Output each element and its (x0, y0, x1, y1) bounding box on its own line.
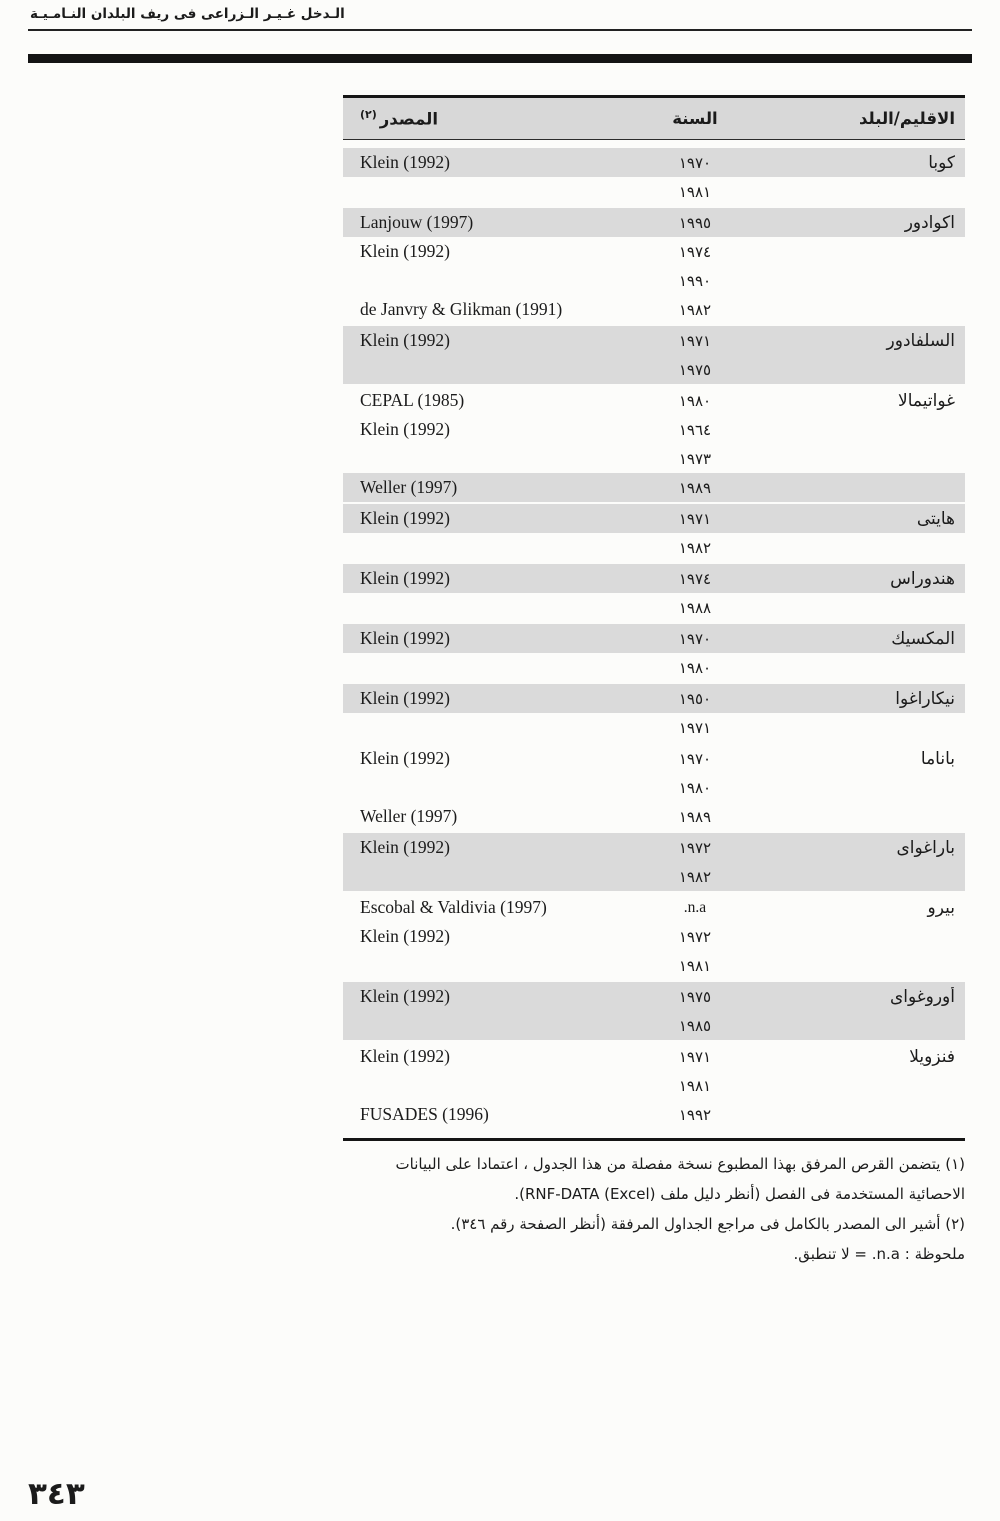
source-cell: Klein (1992) (360, 152, 450, 172)
source-cell: Klein (1992) (360, 926, 450, 946)
year-cell: ١٩٧١ (678, 1047, 712, 1066)
table-row (343, 1100, 965, 1129)
country-group (343, 744, 965, 831)
country-group (343, 148, 965, 206)
table-row (343, 833, 965, 862)
column-header-source-note: (٢) (360, 108, 377, 122)
table-row (343, 713, 965, 742)
source-cell: Klein (1992) (360, 508, 450, 528)
table-row (343, 1042, 965, 1071)
country-group (343, 564, 965, 622)
footnote-1: (١) يتضمن القرص المرفق بهذا المطبوع نسخة مفصلة من هذا الجدول ، اعتمادا على البيانات الاحصائية المستخدمة فى الفصل (أنظر دليل ملف RNF-DATA (Excel)). (395, 1155, 965, 1203)
year-cell: ١٩٨٩ (678, 807, 712, 826)
year-cell: ١٩٩٥ (678, 213, 712, 232)
source-cell: Klein (1992) (360, 241, 450, 261)
year-cell: ١٩٧٠ (678, 153, 712, 172)
table-row (343, 295, 965, 324)
table-row (343, 177, 965, 206)
year-cell: n.a. (683, 898, 707, 916)
country-group (343, 326, 965, 384)
year-cell: ١٩٨٩ (678, 478, 712, 497)
country-year-source-table (343, 95, 965, 1141)
year-cell: ١٩٧٤ (678, 569, 712, 588)
country-cell: غواتيمالا (898, 390, 955, 411)
country-cell: هندوراس (890, 568, 955, 589)
table-row (343, 893, 965, 922)
source-cell: Klein (1992) (360, 986, 450, 1006)
country-group (343, 624, 965, 682)
country-cell: نيكاراغوا (895, 688, 955, 709)
table-row (343, 237, 965, 266)
country-group (343, 504, 965, 562)
source-cell: Klein (1992) (360, 688, 450, 708)
table-row (343, 266, 965, 295)
country-group (343, 893, 965, 980)
source-cell: Klein (1992) (360, 628, 450, 648)
footnotes (340, 1149, 965, 1269)
country-cell: السلفادور (886, 330, 955, 351)
column-header-source-label: المصدر (379, 109, 438, 129)
table-row (343, 148, 965, 177)
table-row (343, 624, 965, 653)
country-group (343, 208, 965, 324)
table-row (343, 564, 965, 593)
year-cell: ١٩٨٠ (678, 391, 712, 410)
year-cell: ١٩٦٤ (678, 420, 712, 439)
table-row (343, 355, 965, 384)
table-row (343, 773, 965, 802)
country-group (343, 684, 965, 742)
country-cell: هايتى (916, 508, 955, 529)
table-row (343, 744, 965, 773)
running-header-title: الـدخل غـيـر الـزراعى فى ريف البلدان النـامـيـة (30, 6, 345, 22)
source-cell: Klein (1992) (360, 837, 450, 857)
table-row (343, 862, 965, 891)
country-cell: اكوادور (904, 212, 955, 233)
table-row (343, 951, 965, 980)
source-cell: Lanjouw (1997) (360, 212, 474, 232)
year-cell: ١٩٨٢ (678, 300, 712, 319)
table-row (343, 208, 965, 237)
table-row (343, 922, 965, 951)
country-cell: المكسيك (891, 628, 955, 649)
year-cell: ١٩٨٠ (678, 778, 712, 797)
country-cell: باناما (920, 748, 955, 769)
source-cell: Weller (1997) (360, 806, 458, 826)
year-cell: ١٩٧١ (678, 331, 712, 350)
country-group (343, 1042, 965, 1129)
table-row (343, 533, 965, 562)
year-cell: ١٩٨١ (678, 182, 712, 201)
year-cell: ١٩٨٨ (678, 598, 712, 617)
country-group (343, 982, 965, 1040)
source-cell: Klein (1992) (360, 748, 450, 768)
source-cell: de Janvry & Glikman (1991) (360, 299, 563, 319)
country-cell: بيرو (927, 897, 955, 918)
table-body (343, 140, 965, 1141)
table-row (343, 802, 965, 831)
table-header-row (343, 95, 965, 140)
country-cell: كوبا (928, 152, 955, 173)
source-cell: FUSADES (1996) (360, 1104, 489, 1124)
country-group (343, 386, 965, 502)
year-cell: ١٩٧٢ (678, 927, 712, 946)
source-cell: Weller (1997) (360, 477, 458, 497)
table-row (343, 593, 965, 622)
year-cell: ١٩٥٠ (678, 689, 712, 708)
table-row (343, 415, 965, 444)
year-cell: ١٩٧١ (678, 509, 712, 528)
year-cell: ١٩٨٢ (678, 538, 712, 557)
table-row (343, 473, 965, 502)
year-cell: ١٩٧١ (678, 718, 712, 737)
year-cell: ١٩٧٥ (678, 360, 712, 379)
source-cell: Klein (1992) (360, 568, 450, 588)
year-cell: ١٩٧٥ (678, 987, 712, 1006)
year-cell: ١٩٨٢ (678, 867, 712, 886)
year-cell: ١٩٨١ (678, 956, 712, 975)
table-row (343, 1071, 965, 1100)
table-row (343, 1011, 965, 1040)
table-row (343, 504, 965, 533)
column-header-source (343, 108, 600, 129)
running-header (30, 6, 345, 22)
year-cell: ١٩٧٠ (678, 749, 712, 768)
year-cell: ١٩٧٢ (678, 838, 712, 857)
footnote-note: ملحوظة : n.a. = لا تنطبق. (793, 1245, 965, 1263)
country-cell: أوروغواى (889, 986, 955, 1007)
table-row (343, 653, 965, 682)
footnote-2: (٢) أشير الى المصدر بالكامل فى مراجع الجداول المرفقة (أنظر الصفحة رقم ٣٤٦). (450, 1215, 965, 1233)
year-cell: ١٩٩٢ (678, 1105, 712, 1124)
column-header-year: السنة (672, 109, 718, 128)
country-cell: فنزويلا (909, 1046, 955, 1067)
table-row (343, 982, 965, 1011)
page-number: ٣٤٣ (28, 1476, 85, 1512)
year-cell: ١٩٧٠ (678, 629, 712, 648)
year-cell: ١٩٧٤ (678, 242, 712, 261)
year-cell: ١٩٨٠ (678, 658, 712, 677)
table-row (343, 684, 965, 713)
year-cell: ١٩٨٥ (678, 1016, 712, 1035)
source-cell: Escobal & Valdivia (1997) (360, 897, 547, 917)
year-cell: ١٩٨١ (678, 1076, 712, 1095)
year-cell: ١٩٩٠ (678, 271, 712, 290)
table-row (343, 326, 965, 355)
column-header-region: الاقليم/البلد (858, 109, 955, 128)
source-cell: Klein (1992) (360, 419, 450, 439)
source-cell: Klein (1992) (360, 330, 450, 350)
table-row (343, 386, 965, 415)
year-cell: ١٩٧٣ (678, 449, 712, 468)
header-thin-rule (28, 29, 972, 31)
source-cell: Klein (1992) (360, 1046, 450, 1066)
table-row (343, 444, 965, 473)
header-thick-rule (28, 54, 972, 63)
country-group (343, 833, 965, 891)
country-cell: باراغواى (896, 837, 955, 858)
source-cell: CEPAL (1985) (360, 390, 465, 410)
